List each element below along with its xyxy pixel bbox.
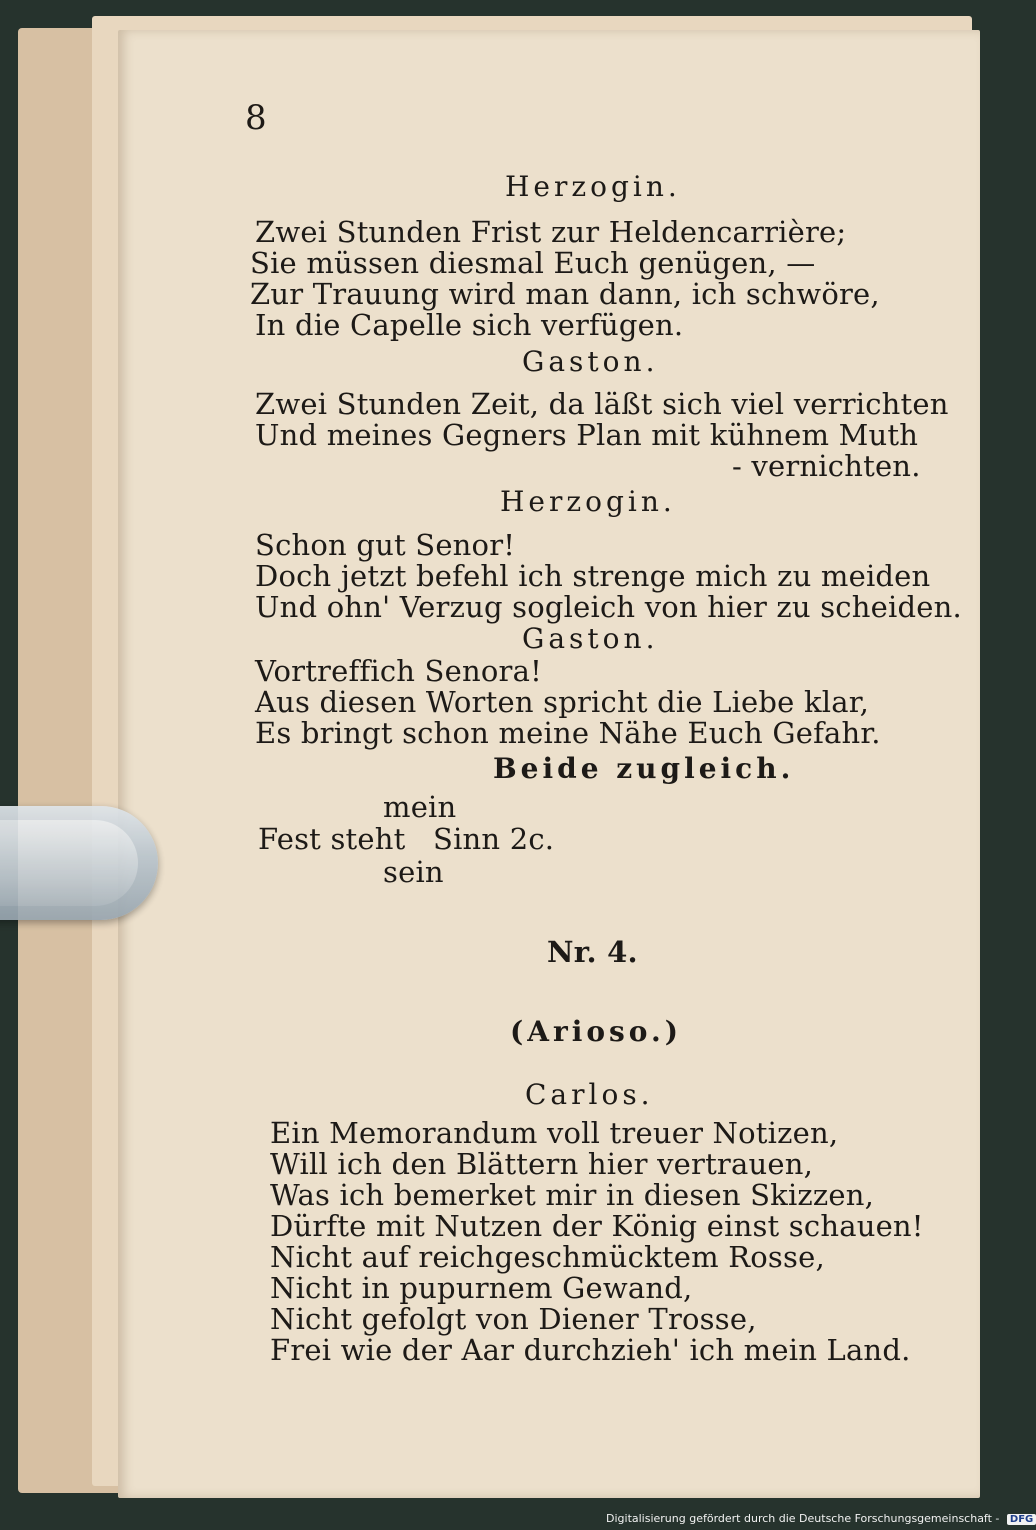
verse-line: Was ich bemerket mir in diesen Skizzen, (270, 1178, 875, 1212)
verse-line: Zwei Stunden Zeit, da läßt sich viel verrichten (255, 387, 949, 421)
verse-line: Schon gut Senor! (255, 528, 516, 562)
verse-line: Und ohn' Verzug sogleich von hier zu scheiden. (255, 590, 962, 624)
verse-line: Dürfte mit Nutzen der König einst schauen! (270, 1209, 924, 1243)
verse-line: Nicht auf reichgeschmücktem Rosse, (270, 1240, 825, 1274)
verse-line: Ein Memorandum voll treuer Notizen, (270, 1116, 839, 1150)
verse-line: Fest steht (258, 822, 406, 856)
verse-line: Sie müssen diesmal Euch genügen, — (250, 246, 816, 280)
speaker-name: Herzogin. (505, 170, 681, 203)
verse-line: Will ich den Blättern hier vertrauen, (270, 1147, 814, 1181)
verse-line: mein (383, 790, 457, 824)
page-number: 8 (245, 98, 267, 138)
speaker-name: Gaston. (522, 622, 659, 655)
section-heading: (Arioso.) (510, 1015, 682, 1048)
verse-line: Zur Trauung wird man dann, ich schwöre, (250, 277, 880, 311)
speaker-name: Gaston. (522, 345, 659, 378)
verse-line: Es bringt schon meine Nähe Euch Gefahr. (255, 716, 881, 750)
verse-line: In die Capelle sich verfügen. (255, 308, 684, 342)
verse-line: Aus diesen Worten spricht die Liebe klar, (255, 685, 869, 719)
speaker-name: Beide zugleich. (493, 752, 795, 785)
verse-line: Vortreffich Senora! (255, 654, 542, 688)
verse-line: Nicht gefolgt von Diener Trosse, (270, 1302, 757, 1336)
speaker-name: Carlos. (525, 1078, 654, 1111)
verse-line: Frei wie der Aar durchzieh' ich mein Land. (270, 1333, 911, 1367)
verse-line: - vernichten. (732, 449, 921, 483)
footer-credit (606, 1512, 1036, 1525)
section-heading: Nr. 4. (547, 935, 638, 969)
verse-line: Und meines Gegners Plan mit kühnem Muth (255, 418, 919, 452)
verse-line: Doch jetzt befehl ich strenge mich zu meiden (255, 559, 931, 593)
dfg-logo: DFG (1007, 1514, 1036, 1525)
footer-credit-text: Digitalisierung gefördert durch die Deutsche Forschungsgemeinschaft - (606, 1512, 1000, 1525)
scanner-clip (0, 806, 158, 920)
verse-line: Zwei Stunden Frist zur Heldencarrière; (255, 215, 847, 249)
verse-line: Nicht in pupurnem Gewand, (270, 1271, 693, 1305)
verse-line: Sinn 2c. (433, 822, 555, 856)
speaker-name: Herzogin. (500, 485, 676, 518)
verse-line: sein (383, 855, 444, 889)
